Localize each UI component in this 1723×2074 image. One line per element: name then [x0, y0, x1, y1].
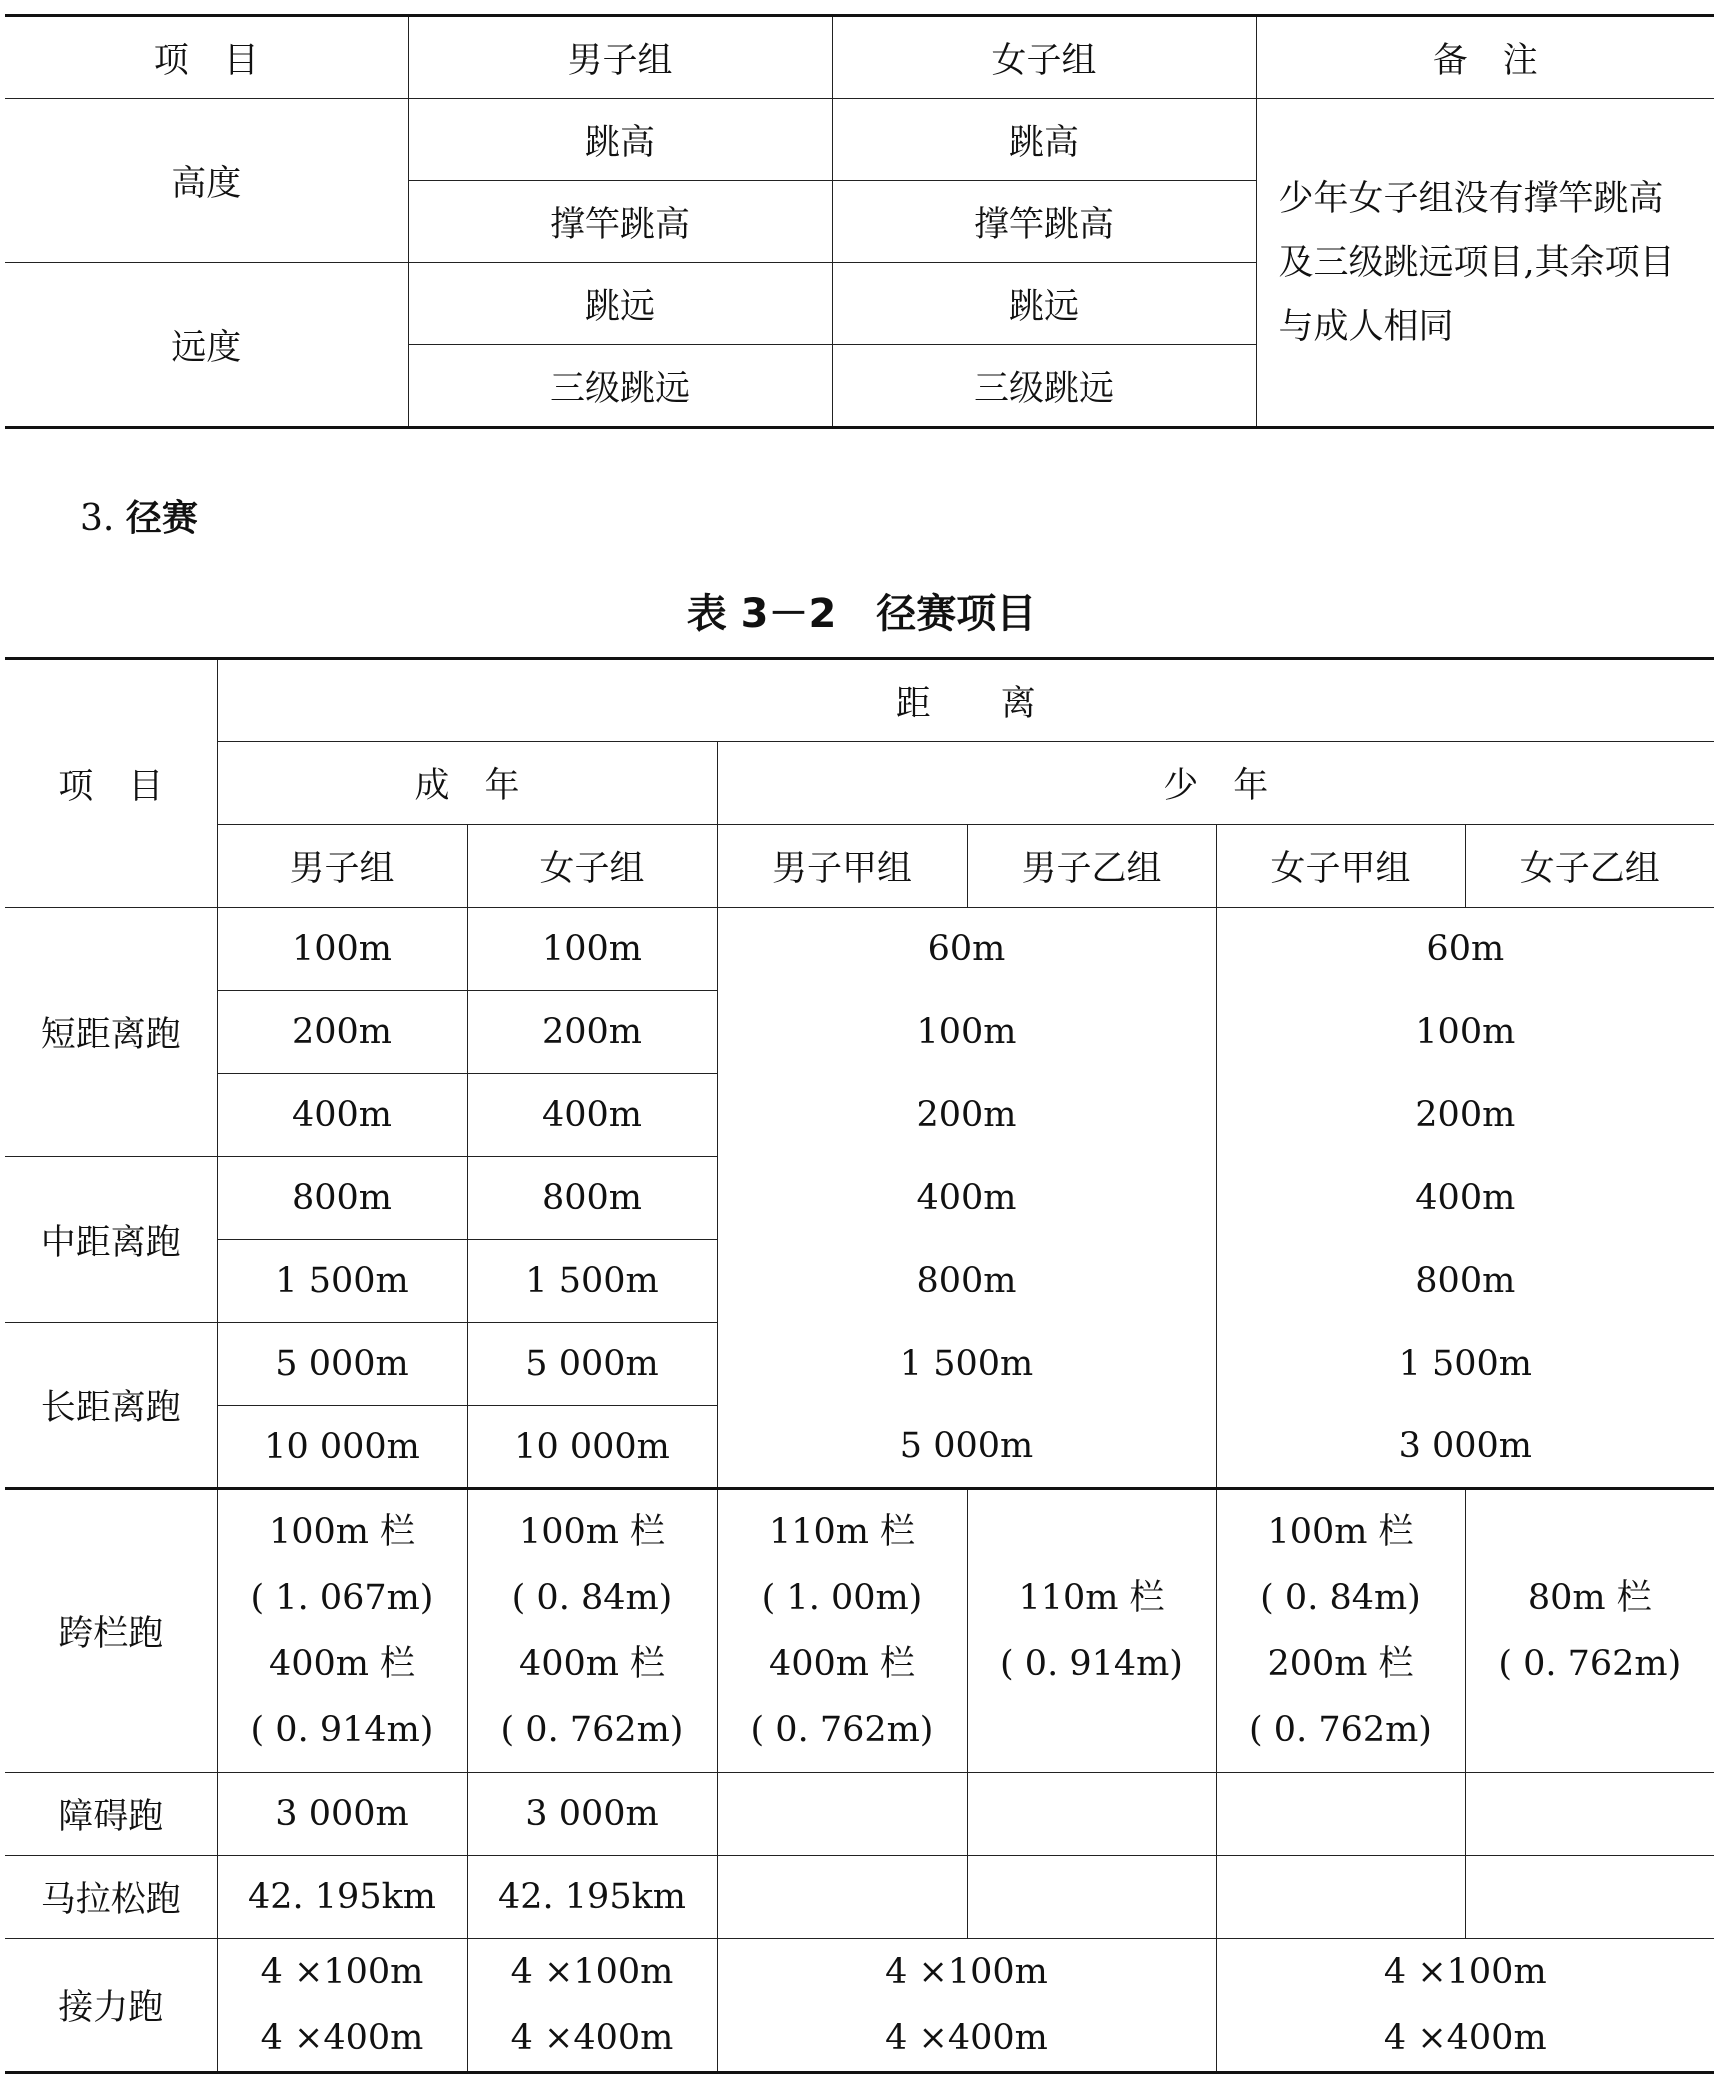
hurdle-line: 110m 栏 [1018, 1578, 1165, 1618]
row-label-height: 高度 [5, 99, 408, 263]
hurdle-line: 200m 栏 [1267, 1644, 1414, 1684]
cell-relay-youth-men [717, 1939, 1216, 2073]
cell-adult-men: 200m [217, 991, 467, 1074]
cell-adult-women: 800m [467, 1157, 717, 1240]
row-label-middle: 中距离跑 [5, 1157, 217, 1323]
cell-men-long-jump: 跳远 [408, 263, 832, 345]
empty-cell [967, 1856, 1216, 1939]
cell-youth-men: 800m [717, 1240, 1216, 1323]
table-caption: 表 3－2 径赛项目 [686, 591, 1037, 637]
header-item: 项 目 [5, 659, 217, 908]
relay-line: 4 ×100m [260, 1952, 424, 1992]
cell-youth-men: 400m [717, 1157, 1216, 1240]
cell-adult-men: 800m [217, 1157, 467, 1240]
hurdle-line: ( 0. 762m) [1249, 1710, 1432, 1750]
hurdle-line: 80m 栏 [1527, 1578, 1652, 1618]
empty-cell [717, 1773, 967, 1856]
header-youth-men-a: 男子甲组 [717, 825, 967, 908]
relay-line: 4 ×100m [510, 1952, 674, 1992]
row-label-long: 长距离跑 [5, 1323, 217, 1489]
cell-adult-women: 200m [467, 991, 717, 1074]
cell-marathon-adult-men: 42. 195km [217, 1856, 467, 1939]
cell-women-triple-jump: 三级跳远 [832, 345, 1256, 428]
cell-adult-women: 100m [467, 908, 717, 991]
cell-women-long-jump: 跳远 [832, 263, 1256, 345]
hurdle-line: ( 0. 914m) [250, 1710, 434, 1750]
header-notes: 备 注 [1256, 16, 1714, 99]
cell-relay-youth-women [1216, 1939, 1714, 2073]
cell-youth-women: 400m [1216, 1157, 1714, 1240]
empty-cell [717, 1856, 967, 1939]
hurdle-line: 100m 栏 [518, 1512, 666, 1552]
relay-line: 4 ×400m [510, 2018, 674, 2058]
empty-cell [1216, 1856, 1465, 1939]
header-women: 女子组 [832, 16, 1256, 99]
hurdle-line: ( 0. 762m) [750, 1710, 934, 1750]
hurdle-line: 400m 栏 [768, 1644, 916, 1684]
header-youth: 少 年 [717, 742, 1714, 825]
cell-hurdles-youth-men-a [717, 1489, 967, 1773]
cell-youth-men: 5 000m [717, 1406, 1216, 1489]
section-number: 3. [80, 498, 115, 539]
empty-cell [1216, 1773, 1465, 1856]
cell-steeple-adult-women: 3 000m [467, 1773, 717, 1856]
row-label-hurdles: 跨栏跑 [5, 1489, 217, 1773]
section-title: 径赛 [125, 498, 198, 539]
relay-line: 4 ×400m [885, 2018, 1048, 2058]
field-events-table [5, 14, 1714, 429]
row-label-distance: 远度 [5, 263, 408, 428]
header-item: 项 目 [5, 16, 408, 99]
header-men: 男子组 [408, 16, 832, 99]
track-events-table [5, 657, 1714, 2074]
hurdle-line: ( 1. 067m) [250, 1578, 434, 1618]
header-youth-men-b: 男子乙组 [967, 825, 1216, 908]
cell-marathon-adult-women: 42. 195km [467, 1856, 717, 1939]
header-men-group: 男子组 [217, 825, 467, 908]
cell-women-high-jump: 跳高 [832, 99, 1256, 181]
empty-cell [1465, 1856, 1714, 1939]
cell-adult-women: 10 000m [467, 1406, 717, 1489]
hurdle-line: ( 1. 00m) [761, 1578, 923, 1618]
cell-youth-women: 200m [1216, 1074, 1714, 1157]
cell-youth-women: 100m [1216, 991, 1714, 1074]
relay-line: 4 ×400m [1383, 2018, 1547, 2058]
cell-youth-women: 1 500m [1216, 1323, 1714, 1406]
hurdle-line: 110m 栏 [768, 1512, 916, 1552]
header-youth-women-b: 女子乙组 [1465, 825, 1714, 908]
cell-men-high-jump: 跳高 [408, 99, 832, 181]
hurdle-line: 400m 栏 [518, 1644, 666, 1684]
note-cell: 少年女子组没有撑竿跳高及三级跳远项目,其余项目与成人相同 [1256, 99, 1714, 428]
cell-relay-adult-men [217, 1939, 467, 2073]
cell-youth-men: 100m [717, 991, 1216, 1074]
cell-youth-women: 3 000m [1216, 1406, 1714, 1489]
hurdle-line: 400m 栏 [268, 1644, 416, 1684]
cell-relay-adult-women [467, 1939, 717, 2073]
hurdle-line: ( 0. 762m) [1498, 1644, 1682, 1684]
hurdle-line: ( 0. 762m) [500, 1710, 684, 1750]
cell-youth-men: 1 500m [717, 1323, 1216, 1406]
header-adult: 成 年 [217, 742, 717, 825]
cell-men-triple-jump: 三级跳远 [408, 345, 832, 428]
hurdle-line: 100m 栏 [1267, 1512, 1414, 1552]
section-heading [80, 490, 198, 541]
cell-hurdles-youth-women-a [1216, 1489, 1465, 1773]
row-label-relay: 接力跑 [5, 1939, 217, 2073]
cell-youth-women: 60m [1216, 908, 1714, 991]
cell-adult-women: 1 500m [467, 1240, 717, 1323]
cell-youth-men: 60m [717, 908, 1216, 991]
cell-hurdles-youth-men-b [967, 1489, 1216, 1773]
cell-youth-men: 200m [717, 1074, 1216, 1157]
hurdle-line: ( 0. 914m) [1000, 1644, 1183, 1684]
header-youth-women-a: 女子甲组 [1216, 825, 1465, 908]
cell-youth-women: 800m [1216, 1240, 1714, 1323]
cell-adult-men: 400m [217, 1074, 467, 1157]
relay-line: 4 ×100m [1383, 1952, 1547, 1992]
row-label-steeplechase: 障碍跑 [5, 1773, 217, 1856]
cell-men-pole-vault: 撑竿跳高 [408, 181, 832, 263]
hurdle-line: 100m 栏 [268, 1512, 416, 1552]
relay-line: 4 ×400m [260, 2018, 424, 2058]
cell-steeple-adult-men: 3 000m [217, 1773, 467, 1856]
cell-hurdles-youth-women-b [1465, 1489, 1714, 1773]
cell-adult-men: 5 000m [217, 1323, 467, 1406]
cell-adult-women: 400m [467, 1074, 717, 1157]
cell-hurdles-adult-men [217, 1489, 467, 1773]
row-label-marathon: 马拉松跑 [5, 1856, 217, 1939]
cell-hurdles-adult-women [467, 1489, 717, 1773]
hurdle-line: ( 0. 84m) [1260, 1578, 1421, 1618]
empty-cell [967, 1773, 1216, 1856]
header-women-group: 女子组 [467, 825, 717, 908]
empty-cell [1465, 1773, 1714, 1856]
cell-women-pole-vault: 撑竿跳高 [832, 181, 1256, 263]
cell-adult-men: 100m [217, 908, 467, 991]
relay-line: 4 ×100m [885, 1952, 1048, 1992]
cell-adult-men: 10 000m [217, 1406, 467, 1489]
row-label-sprint: 短距离跑 [5, 908, 217, 1157]
cell-adult-men: 1 500m [217, 1240, 467, 1323]
header-distance: 距 离 [217, 659, 1714, 742]
hurdle-line: ( 0. 84m) [511, 1578, 673, 1618]
cell-adult-women: 5 000m [467, 1323, 717, 1406]
